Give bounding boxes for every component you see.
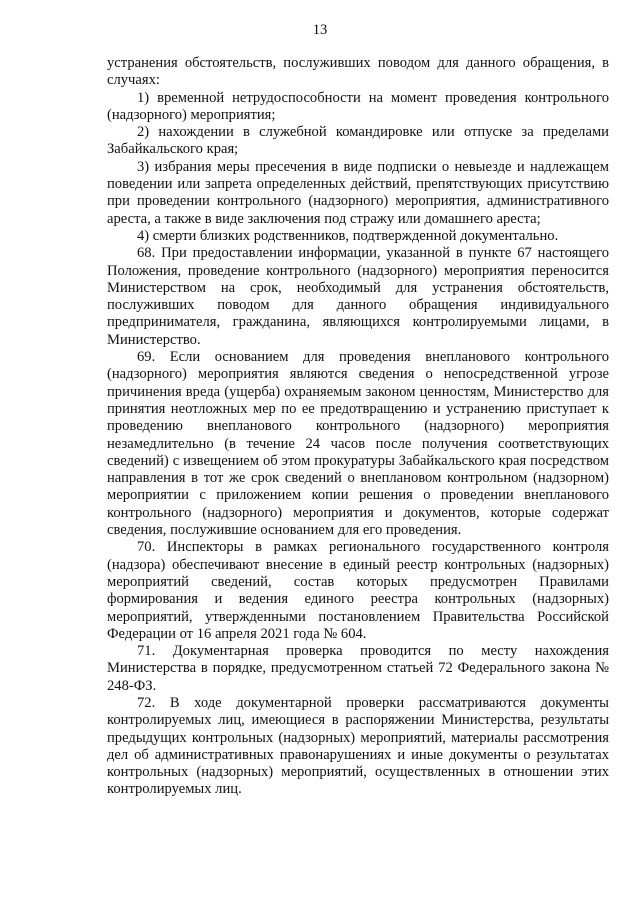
paragraph-case-4: 4) смерти близких родственников, подтвержденной документально. bbox=[137, 227, 559, 244]
paragraph-72: 72. В ходе документарной проверки рассматриваются документы контролируемых лиц, имеющиеся в распоряжении Министерства, результаты предыдущих контрольных (надзорных) мероприятий, материалы рассмотрения дел об административных правонарушениях и иные документы о результатах контрольных (надзорных) мероприятий, осуществленных в отношении этих контролируемых лиц. bbox=[107, 694, 609, 798]
page-number: 13 bbox=[312, 22, 328, 38]
paragraph-70: 70. Инспекторы в рамках регионального государственного контроля (надзора) обеспечивают внесение в единый реестр контрольных (надзорных) мероприятий сведений, состав которых предусмотрен Правилами формирования и ведения единого реестра контрольных (надзорных) мероприятий, утвержденными постановлением Правительства Российской Федерации от 16 апреля 2021 года № 604. bbox=[107, 539, 609, 642]
paragraph-continuation: устранения обстоятельств, послуживших поводом для данного обращения, в случаях: bbox=[107, 55, 609, 89]
document-body bbox=[107, 55, 609, 799]
paragraph-69: 69. Если основанием для проведения внепланового контрольного (надзорного) мероприятия являются сведения о непосредственной угрозе причинения вреда (ущерба) охраняемым законом ценностям, Министерство для принятия неотложных мер по ее предотвращению и устранению приступает к проведению внепланового контрольного (надзорного) мероприятия незамедлительно (в течение 24 часов после получения соответствующих сведений) с извещением об этом прокуратуры Забайкальского края посредством направления в тот же срок сведений о внеплановом контрольном (надзорном) мероприятии с приложением копии решения о проведении внепланового контрольного (надзорного) мероприятия и документов, которые содержат сведения, послужившие основанием для его проведения. bbox=[107, 349, 609, 539]
paragraph-68: 68. При предоставлении информации, указанной в пункте 67 настоящего Положения, проведение контрольного (надзорного) мероприятия переносится Министерством на срок, необходимый для устранения обстоятельств, послуживших поводом для данного обращения индивидуального предпринимателя, гражданина, являющихся контролируемыми лицами, в Министерство. bbox=[107, 245, 609, 348]
paragraph-71: 71. Документарная проверка проводится по месту нахождения Министерства в порядке, предусмотренном статьей 72 Федерального закона № 248-ФЗ. bbox=[107, 643, 609, 694]
paragraph-case-3: 3) избрания меры пресечения в виде подписки о невыезде и надлежащем поведении или запрета определенных действий, препятствующих присутствию при проведении контрольного (надзорного) мероприятия, административного ареста, а также в виде заключения под стражу или домашнего ареста; bbox=[107, 158, 609, 227]
paragraph-case-1: 1) временной нетрудоспособности на момент проведения контрольного (надзорного) мероприятия; bbox=[107, 89, 609, 123]
paragraph-case-2: 2) нахождении в служебной командировке или отпуске за пределами Забайкальского края; bbox=[107, 124, 609, 158]
